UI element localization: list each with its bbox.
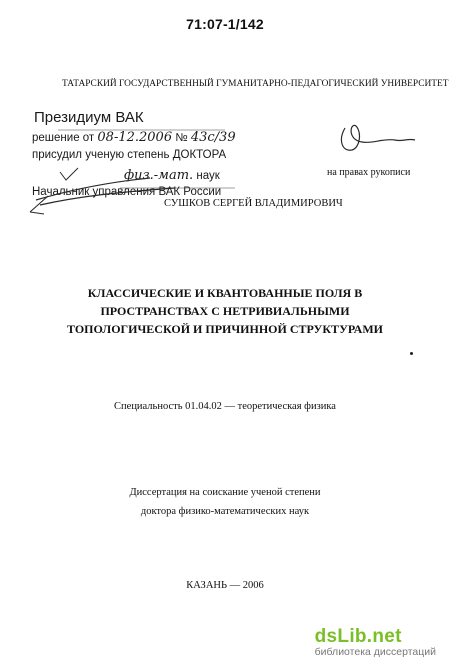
stamp-decision-number: 43с/39 (190, 130, 236, 145)
manuscript-note: на правах рукописи (327, 167, 411, 178)
archive-code: 71:07-1/142 (186, 16, 264, 32)
stamp-awarded: присудил ученую степень ДОКТОРА (32, 149, 227, 161)
dslib-subtitle: библиотека диссертаций (314, 646, 436, 658)
signature-stamp (36, 178, 175, 205)
degree-line-2: доктора физико-математических наук (140, 506, 310, 517)
degree-statement (0, 483, 450, 521)
dslib-logo: dsLib.net (314, 626, 402, 647)
stamp-decision-number-label: № (175, 132, 188, 144)
stamp-presidium: Президиум ВАК (34, 109, 144, 126)
ink-dot (410, 352, 413, 355)
university-name: ТАТАРСКИЙ ГОСУДАРСТВЕННЫЙ ГУМАНИТАРНО-ПЕДАГОГИЧЕСКИЙ УНИВЕРСИТЕТ (62, 79, 449, 89)
author-name: СУШКОВ СЕРГЕЙ ВЛАДИМИРОВИЧ (164, 198, 343, 209)
specialty: Специальность 01.04.02 — теоретическая физика (114, 401, 336, 412)
check-mark (60, 168, 78, 180)
title-line-3: ТОПОЛОГИЧЕСКОЙ И ПРИЧИННОЙ СТРУКТУРАМИ (67, 322, 383, 336)
stamp-head: Начальник управления ВАК России (32, 186, 222, 198)
stamp-decision-date: 08-12.2006 (97, 130, 173, 145)
stamp-field-suffix: наук (196, 170, 220, 182)
dslib-watermark (315, 626, 436, 658)
city-year: КАЗАНЬ — 2006 (186, 580, 264, 591)
signature-author (341, 125, 415, 150)
stamp-decision-label: решение от (32, 132, 95, 144)
stamp-field-handwritten: физ.-мат. (124, 168, 194, 183)
title-line-1: КЛАССИЧЕСКИЕ И КВАНТОВАННЫЕ ПОЛЯ В (87, 286, 363, 300)
title-line-2: ПРОСТРАНСТВАХ С НЕТРИВИАЛЬНЫМИ (100, 304, 350, 318)
degree-line-1: Диссертация на соискание ученой степени (129, 487, 321, 498)
dissertation-title (40, 284, 410, 338)
